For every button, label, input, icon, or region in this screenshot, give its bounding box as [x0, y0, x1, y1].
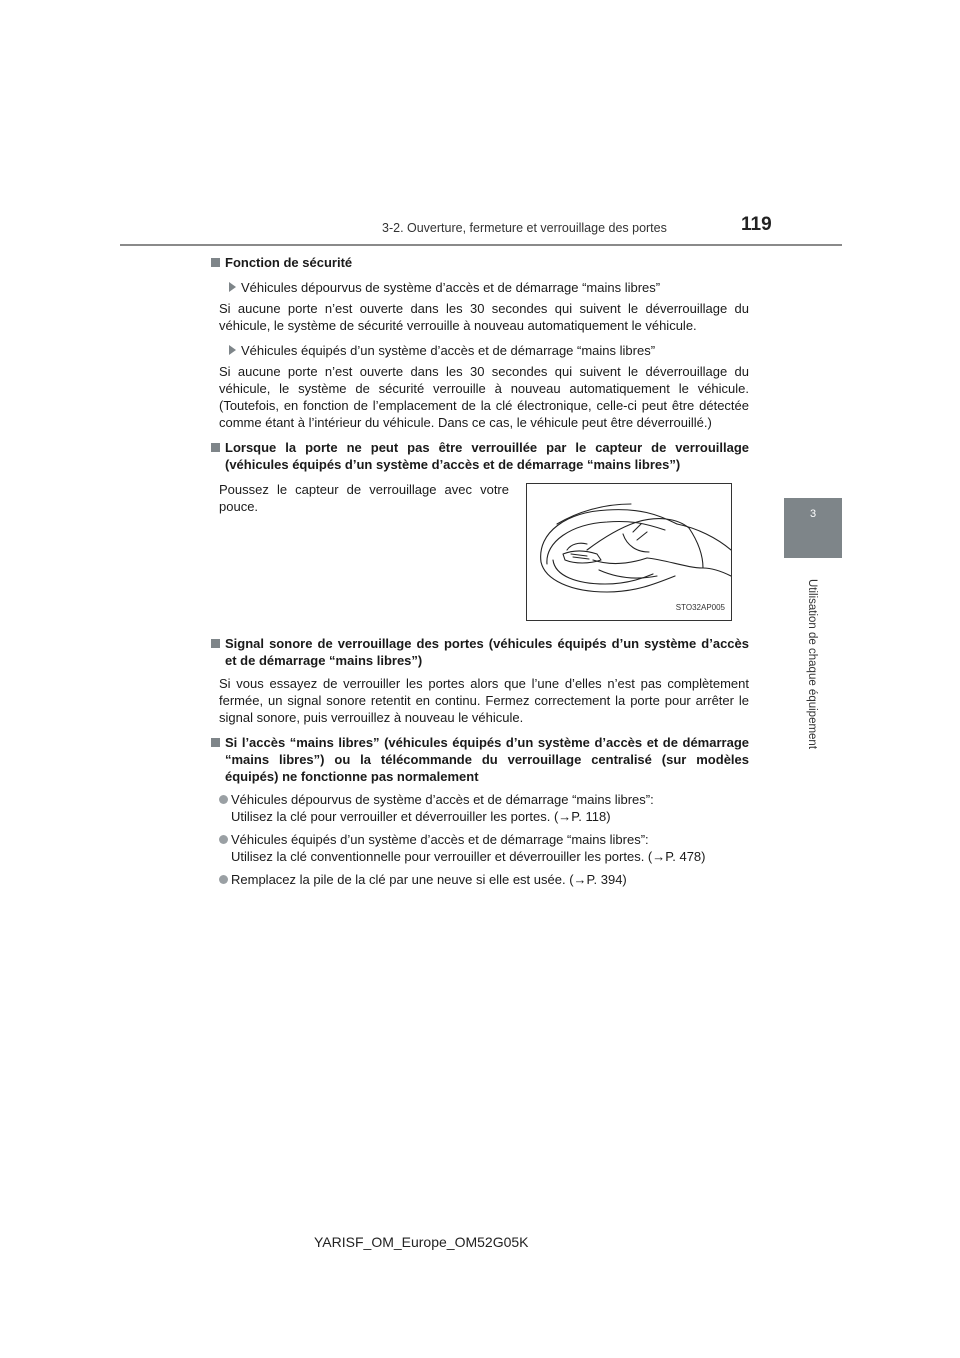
section-heading-beep: Signal sonore de verrouillage des portes (véhicules équipés d’un système d’accès et de démarrage “mains libres”) — [211, 635, 749, 669]
section-heading-malfunction: Si l’accès “mains libres” (véhicules équipés d’un système d’accès et de démarrage “mains libres”) ou la télécommande du verrouillage centralisé (sur modèles équipés) ne fonctionne pas normalement — [211, 734, 749, 785]
chapter-number: 3 — [809, 508, 817, 520]
running-header: 3-2. Ouverture, fermeture et verrouillage des portes — [382, 221, 667, 235]
subsection-heading: Véhicules équipés d’un système d’accès et de démarrage “mains libres” — [211, 342, 749, 359]
list-item — [211, 791, 749, 825]
list-item — [211, 871, 749, 888]
page-number: 119 — [741, 214, 772, 235]
lock-sensor-illustration — [526, 483, 732, 621]
list-item-line: Utilisez la clé conventionnelle pour verrouiller et déverrouiller les portes. (→P. 478) — [231, 849, 706, 864]
list-item-line: Remplacez la pile de la clé par une neuve si elle est usée. (→P. 394) — [231, 872, 627, 887]
paragraph: Si aucune porte n’est ouverte dans les 30 secondes qui suivent le déverrouillage du véhicule, le système de sécurité verrouille à nouveau automatiquement le véhicule. — [219, 301, 749, 333]
paragraph: Si vous essayez de verrouiller les portes alors que l’une d’elles n’est pas complètement fermée, un signal sonore retentit en continu. Fermez correctement la porte pour arrêter le signal sonore, puis verrouillez à nouveau le véhicule. — [219, 676, 749, 725]
page-content — [211, 254, 749, 894]
paragraph: Si aucune porte n’est ouverte dans les 30 secondes qui suivent le déverrouillage du véhicule, le système de sécurité verrouille à nouveau automatiquement le véhicule. (Toutefois, en fonction de l’emplacement de la clé électronique, celle-ci peut être détectée comme étant à l’intérieur du véhicule. Dans ce cas, le véhicule peut être déverrouillé.) — [219, 364, 749, 430]
chapter-label: Utilisation de chaque équipement — [806, 578, 818, 750]
header-divider — [120, 244, 842, 246]
list-item-line: Utilisez la clé pour verrouiller et déverrouiller les portes. (→P. 118) — [231, 809, 611, 824]
list-item — [211, 831, 749, 865]
section-heading-security: Fonction de sécurité — [211, 254, 749, 271]
figure-code: STO32AP005 — [675, 603, 725, 612]
chapter-tab[interactable] — [784, 498, 842, 558]
figure-row — [211, 481, 749, 629]
document-footer: YARISF_OM_Europe_OM52G05K — [314, 1234, 529, 1250]
paragraph: Poussez le capteur de verrouillage avec votre pouce. — [219, 482, 509, 514]
list-item-line: Véhicules équipés d’un système d’accès et de démarrage “mains libres”: — [231, 832, 649, 847]
section-heading-lock-sensor: Lorsque la porte ne peut pas être verrouillée par le capteur de verrouillage (véhicules équipés d’un système d’accès et de démarrage “mains libres”) — [211, 439, 749, 473]
list-item-line: Véhicules dépourvus de système d’accès et de démarrage “mains libres”: — [231, 792, 654, 807]
subsection-heading: Véhicules dépourvus de système d’accès et de démarrage “mains libres” — [211, 279, 749, 296]
